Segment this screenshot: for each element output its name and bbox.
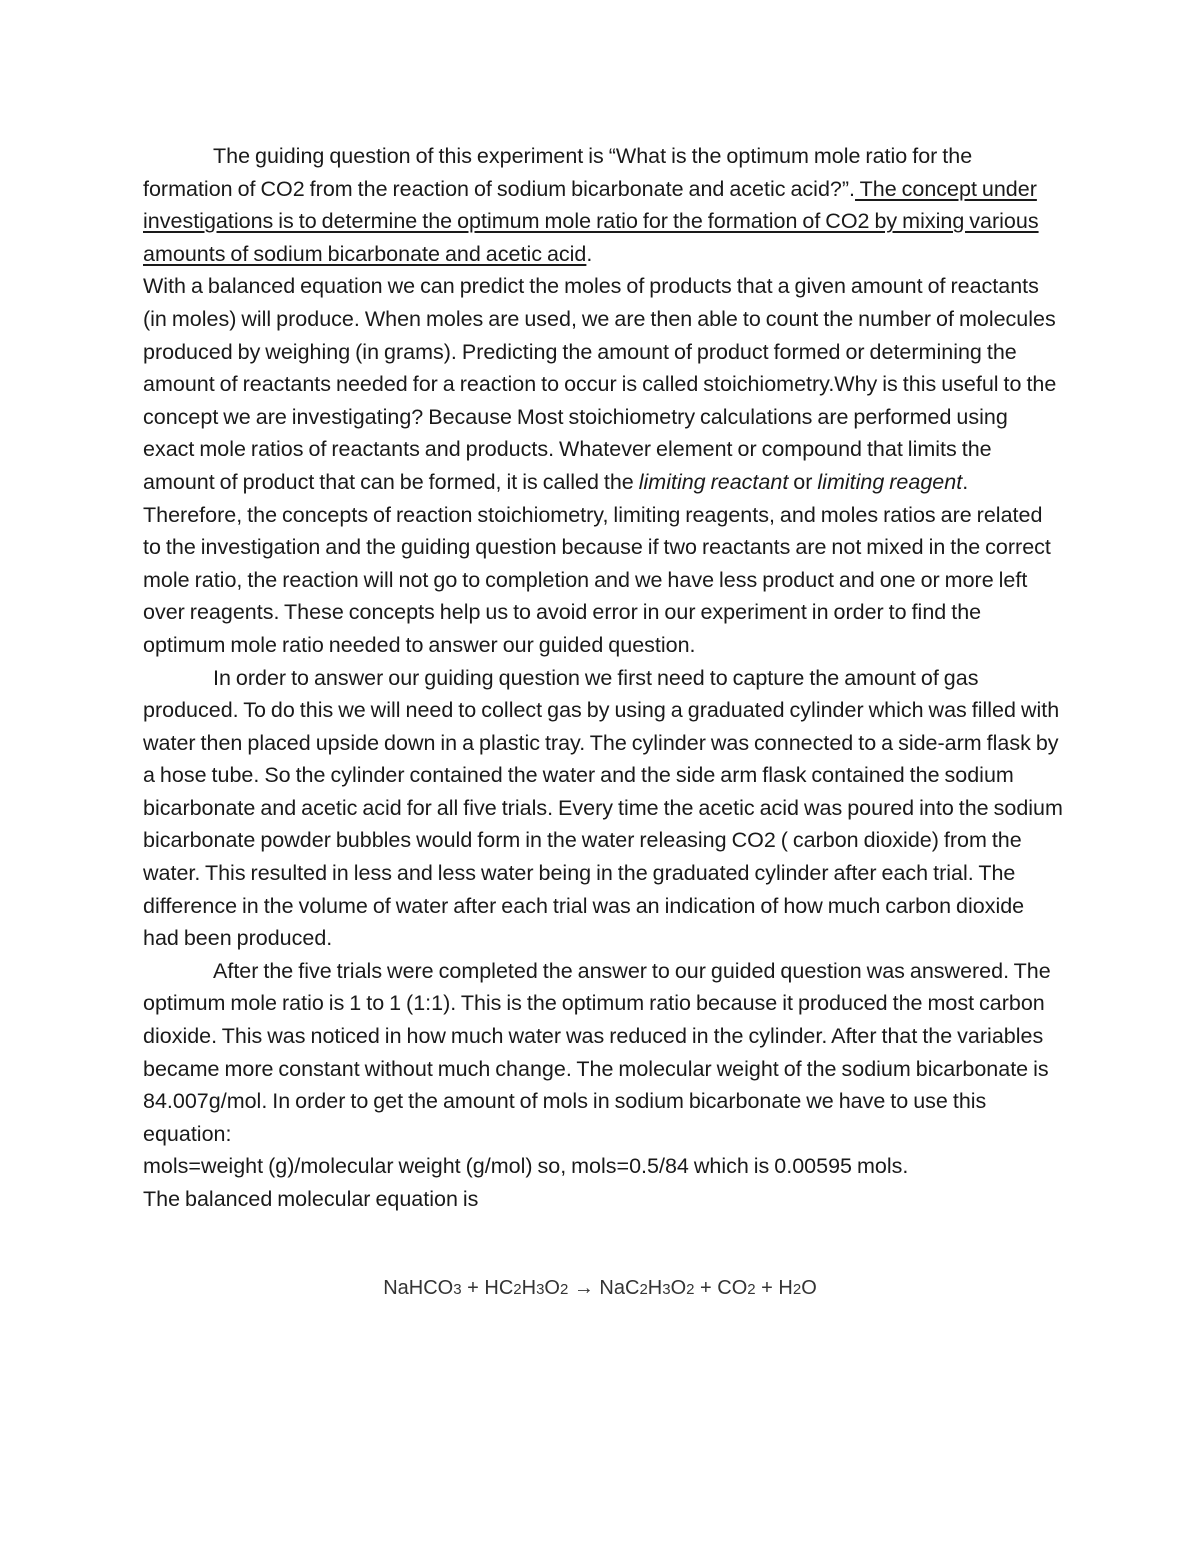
concept-period: .: [586, 241, 593, 266]
eq-subscript: 3: [536, 1281, 545, 1298]
eq-term: + CO: [694, 1277, 748, 1299]
eq-subscript: 2: [559, 1281, 569, 1298]
concept-underlined-text: The concept under investigations is to determine the optimum mole ratio for the formation of CO2 by mixing various amounts of sodium bicarbonate and acetic acid: [143, 176, 1039, 266]
eq-term: + H: [755, 1277, 793, 1299]
document-body: [143, 140, 1063, 1216]
eq-term: O: [544, 1277, 560, 1299]
eq-subscript: 2: [747, 1281, 756, 1298]
or-connector: or: [788, 469, 818, 494]
eq-term: O: [670, 1277, 687, 1299]
paragraph-mols-equation: mols=weight (g)/molecular weight (g/mol) so, mols=0.5/84 which is 0.00595 mols.: [143, 1154, 909, 1179]
paragraph-guiding-question: [143, 140, 1063, 270]
eq-subscript: 3: [662, 1281, 671, 1298]
eq-subscript: 2: [639, 1281, 648, 1298]
paragraph-results: After the five trials were completed the answer to our guided question was answered. The optimum mole ratio is 1 to 1 (1:1). This is the optimum ratio because it produced the most carbon dioxide. This was noticed in how much water was reduced in the cylinder. After that the variables became more constant without much change. The molecular weight of the sodium bicarbonate is 84.007g/mol. In order to get the amount of mols in sodium bicarbonate we have to use this equation:: [143, 958, 1051, 1146]
eq-term: O: [801, 1277, 817, 1299]
eq-term: H: [521, 1277, 537, 1299]
eq-term: → NaC: [568, 1277, 640, 1299]
eq-subscript: 2: [513, 1281, 522, 1298]
paragraph-procedure: In order to answer our guiding question we first need to capture the amount of gas produced. To do this we will need to collect gas by using a graduated cylinder which was filled with water then placed upside down in a plastic tray. The cylinder was connected to a side-arm flask by a hose tube. So the cylinder contained the water and the side arm flask contained the sodium bicarbonate and acetic acid for all five trials. Every time the acetic acid was poured into the sodium bicarbonate powder bubbles would form in the water releasing CO2 ( carbon dioxide) from the water. This resulted in less and less water being in the graduated cylinder after each trial. The difference in the volume of water after each trial was an indication of how much carbon dioxide had been produced.: [143, 665, 1063, 951]
eq-subscript: 3: [453, 1281, 462, 1298]
paragraph-stoichiometry: [143, 270, 1063, 498]
guiding-question-text: The guiding question of this experiment is “What is the optimum mole ratio for the formation of CO2 from the reaction of sodium bicarbonate and acetic acid?”.: [143, 144, 973, 201]
limiting-reactant-term: limiting reactant: [638, 469, 789, 494]
paragraph-balanced-equation-intro: The balanced molecular equation is: [143, 1187, 479, 1211]
paragraph-concepts: Therefore, the concepts of reaction stoichiometry, limiting reagents, and moles ratios are related to the investigation and the guiding question because if two reactants are not mixed in the correct mole ratio, the reaction will not go to completion and we have less product and one or more left over reagents. These concepts help us to avoid error in our experiment in order to find the optimum mole ratio needed to answer our guided question.: [143, 502, 1051, 657]
stoichiometry-period: .: [962, 469, 969, 494]
balanced-chemical-equation: [0, 1277, 1200, 1300]
eq-subscript: 2: [686, 1281, 695, 1298]
eq-term: NaHCO: [383, 1277, 454, 1299]
stoichiometry-text: With a balanced equation we can predict the moles of products that a given amount of reactants (in moles) will produce. When moles are used, we are then able to count the number of molecules produced by weighing (in grams). Predicting the amount of product formed or determining the amount of reactants needed for a reaction to occur is called stoichiometry.Why is this useful to the concept we are investigating? Because Most stoichiometry calculations are performed using exact mole ratios of reactants and products. Whatever element or compound that limits the amount of product that can be formed, it is called the: [143, 274, 1057, 494]
eq-term: H: [647, 1277, 663, 1299]
eq-subscript: 2: [792, 1281, 802, 1298]
limiting-reagent-term: limiting reagent: [817, 469, 963, 494]
eq-term: + HC: [461, 1277, 514, 1299]
